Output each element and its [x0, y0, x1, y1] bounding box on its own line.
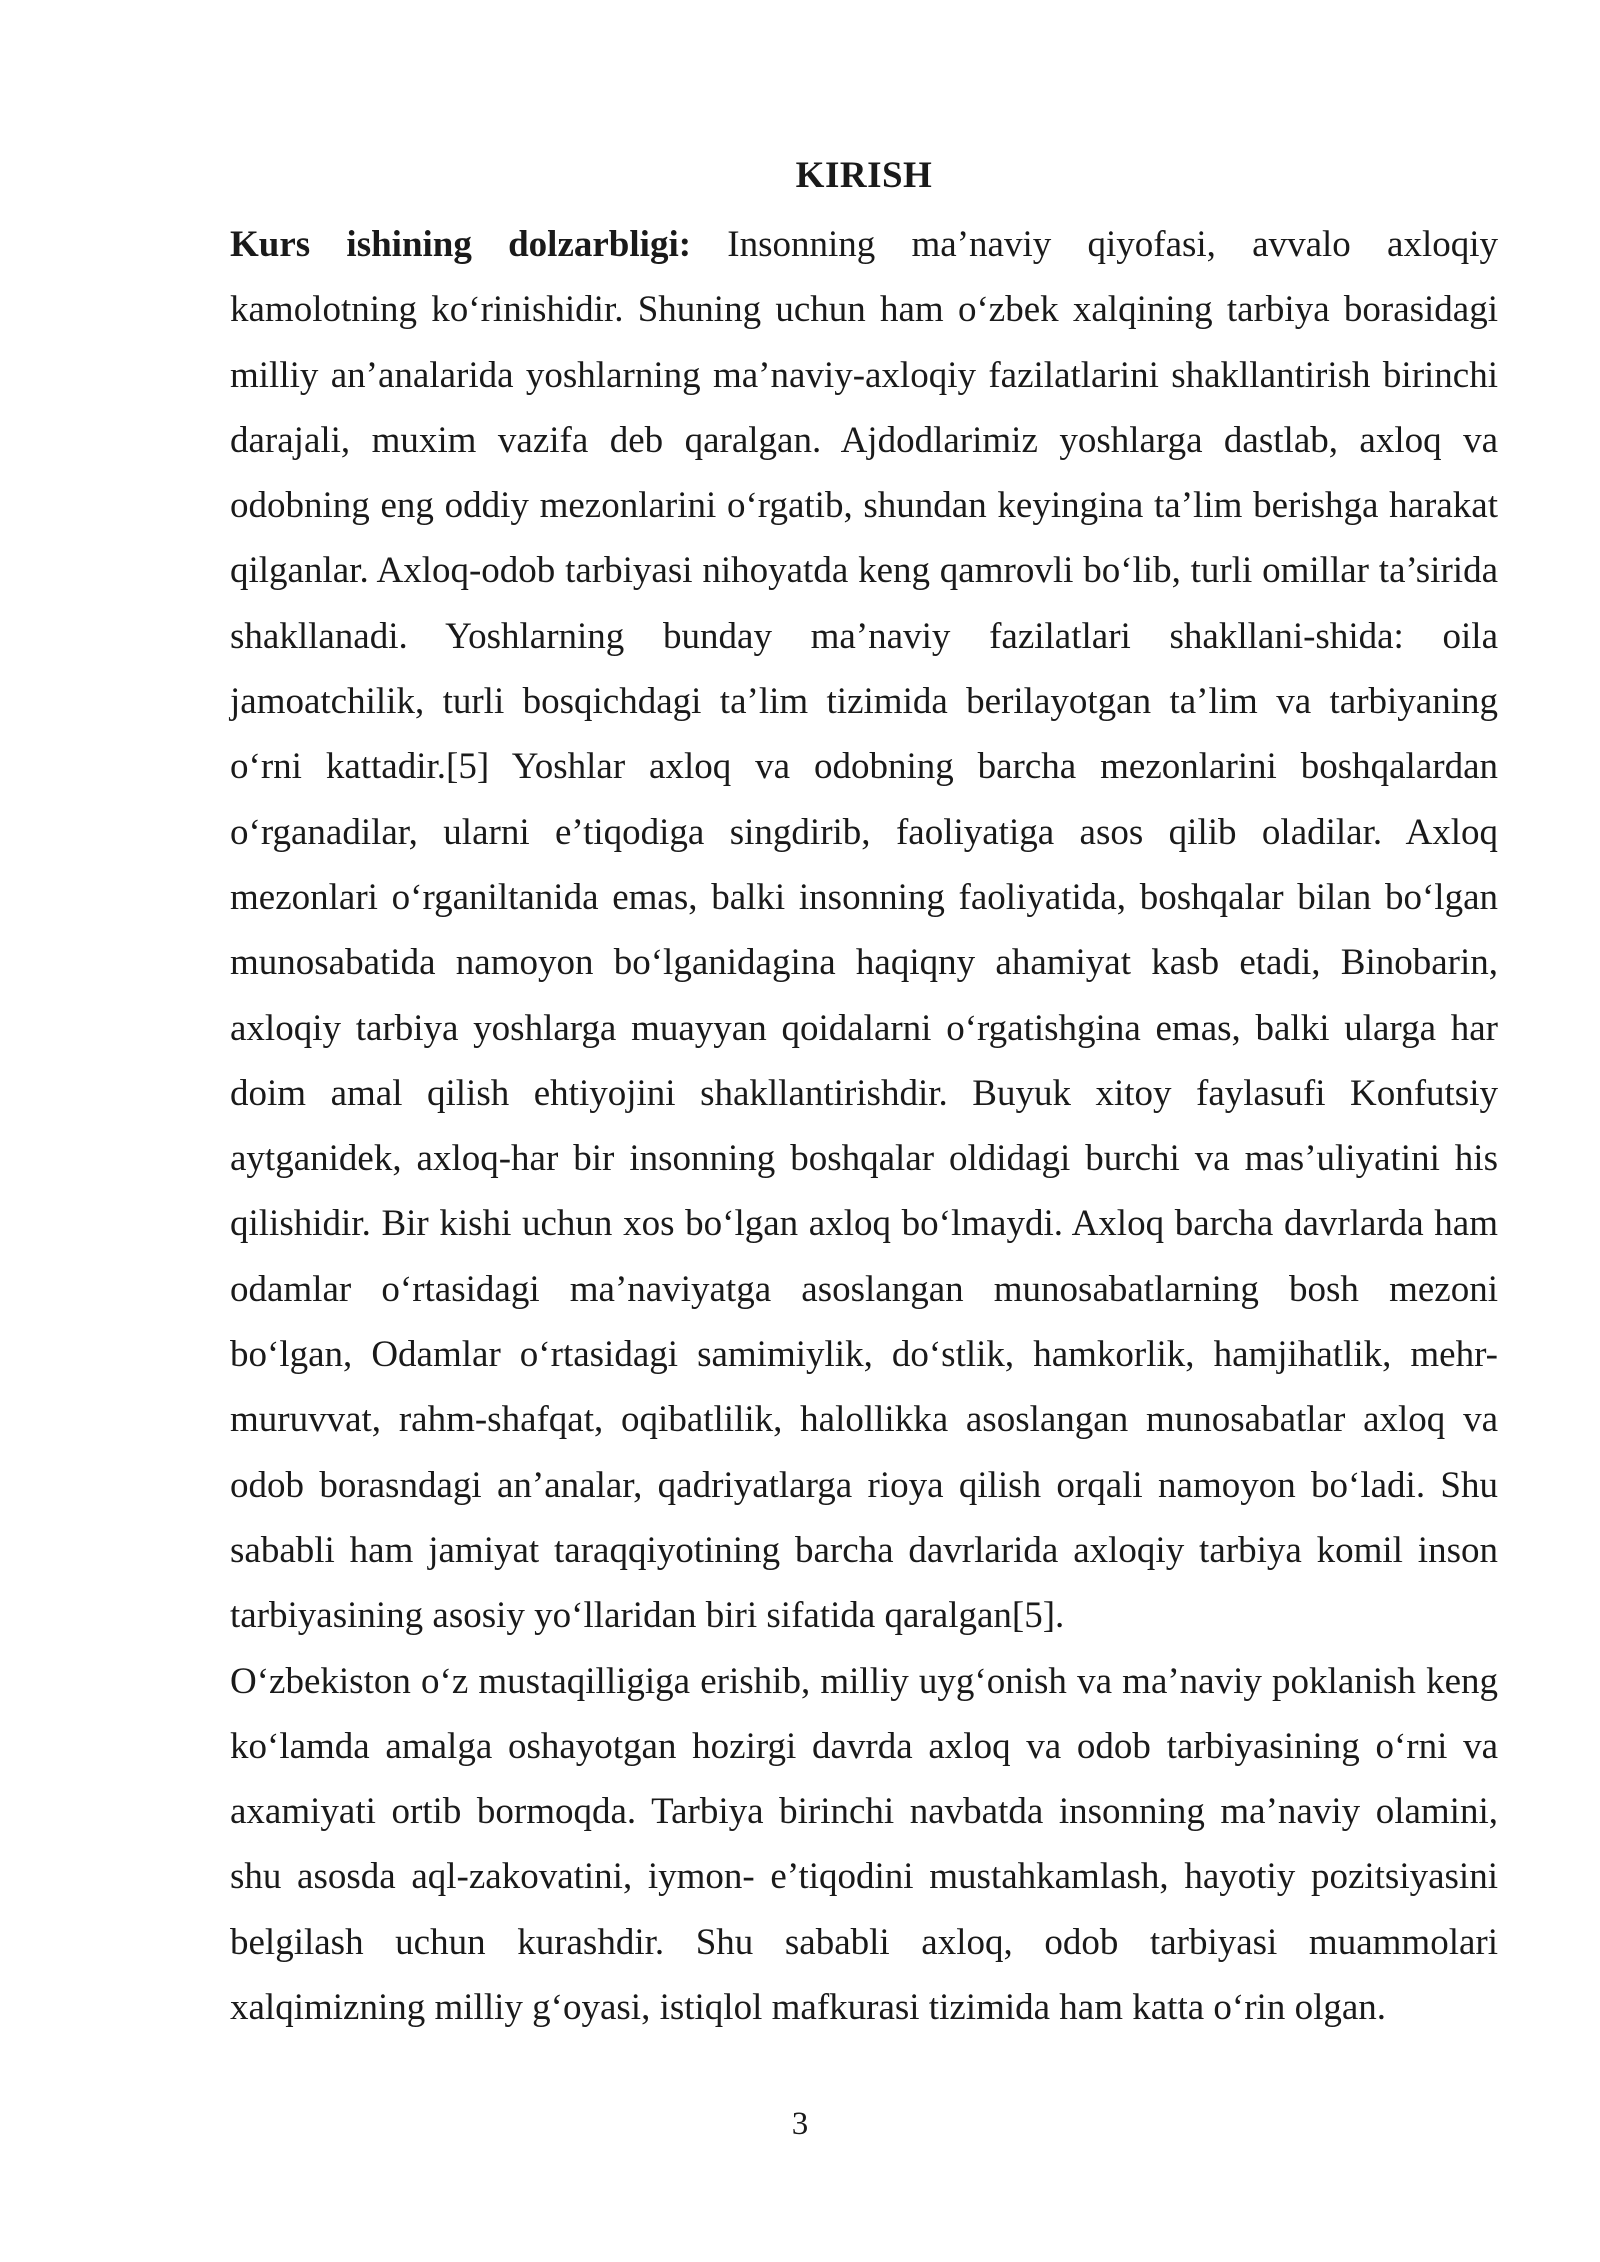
page-number: 3 [791, 2106, 809, 2142]
paragraph-lead: Kurs ishining dolzarbligi: [230, 224, 692, 265]
paragraph-relevance-text: Insonning ma’naviy qiyofasi, avvalo axloqiy kamolotning ko‘rinishidir. Shuning uchun ham o‘zbek xalqining tarbiya borasidagi milliy an’analarida yoshlarning ma’naviy-axloqiy fazilatlarini shakllantirish birinchi darajali, muxim vazifa deb qaralgan. Ajdodlarimiz yoshlarga dastlab, axloq va odobning eng oddiy mezonlarini o‘rgatib, shundan keyingina ta’lim berishga harakat qilganlar. Axloq-odob tarbiyasi nihoyatda keng qamrovli bo‘lib, turli omillar ta’sirida shakllanadi. Yoshlarning bunday ma’naviy fazilatlari shakllani-shida: oila jamoatchilik, turli bosqichdagi ta’lim tizimida berilayotgan ta’lim va tarbiyaning o‘rni kattadir.[5] Yoshlar axloq va odobning barcha mezonlarini boshqalardan o‘rganadilar, ularni e’tiqodiga singdirib, faoliyatiga asos qilib oladilar. Axloq mezonlari o‘rganiltanida emas, balki insonning faoliyatida, boshqalar bilan bo‘lgan munosabatida namoyon bo‘lganidagina haqiqny ahamiyat kasb etadi, Binobarin, axloqiy tarbiya yoshlarga muayyan qoidalarni o‘rgatishgina emas, balki ularga har doim amal qilish ehtiyojini shakllantirishdir. Buyuk xitoy faylasufi Konfutsiy aytganidek, axloq-har bir insonning boshqalar oldidagi burchi va mas’uliyatini his qilishidir. Bir kishi uchun xos bo‘lgan axloq bo‘lmaydi. Axloq barcha davrlarda ham odamlar o‘rtasidagi ma’naviyatga asoslangan munosabatlarning bosh mezoni bo‘lgan, Odamlar o‘rtasidagi samimiylik, do‘stlik, hamkorlik, hamjihatlik, mehr-muruvvat, rahm-shafqat, oqibatlilik, halollikka asoslangan munosabatlar axloq va odob borasndagi an’analar, qadriyatlarga rioya qilish orqali namoyon bo‘ladi. Shu sababli ham jamiyat taraqqiyotining barcha davrlarida axloqiy tarbiya komil inson tarbiyasining asosiy yo‘llaridan biri sifatida qaralgan[5]. [230, 224, 1499, 1637]
paragraph-independence: O‘zbekiston o‘z mustaqilligiga erishib, milliy uyg‘onish va ma’naviy poklanish keng ko‘lamda amalga oshayotgan hozirgi davrda axloq va odob tarbiyasining o‘rni va axamiyati ortib bormoqda. Tarbiya birinchi navbatda insonning ma’naviy olamini, shu asosda aql-zakovatini, iymon- e’tiqodini mustahkamlash, hayotiy pozitsiyasini belgilash uchun kurashdir. Shu sababli axloq, odob tarbiyasi muammolari xalqimizning milliy g‘oyasi, istiqlol mafkurasi tizimida ham katta o‘rin olgan. [230, 1660, 1498, 2029]
section-heading: KIRISH [795, 155, 933, 196]
paragraph-relevance [230, 212, 1498, 1649]
page-content [230, 148, 1498, 2040]
